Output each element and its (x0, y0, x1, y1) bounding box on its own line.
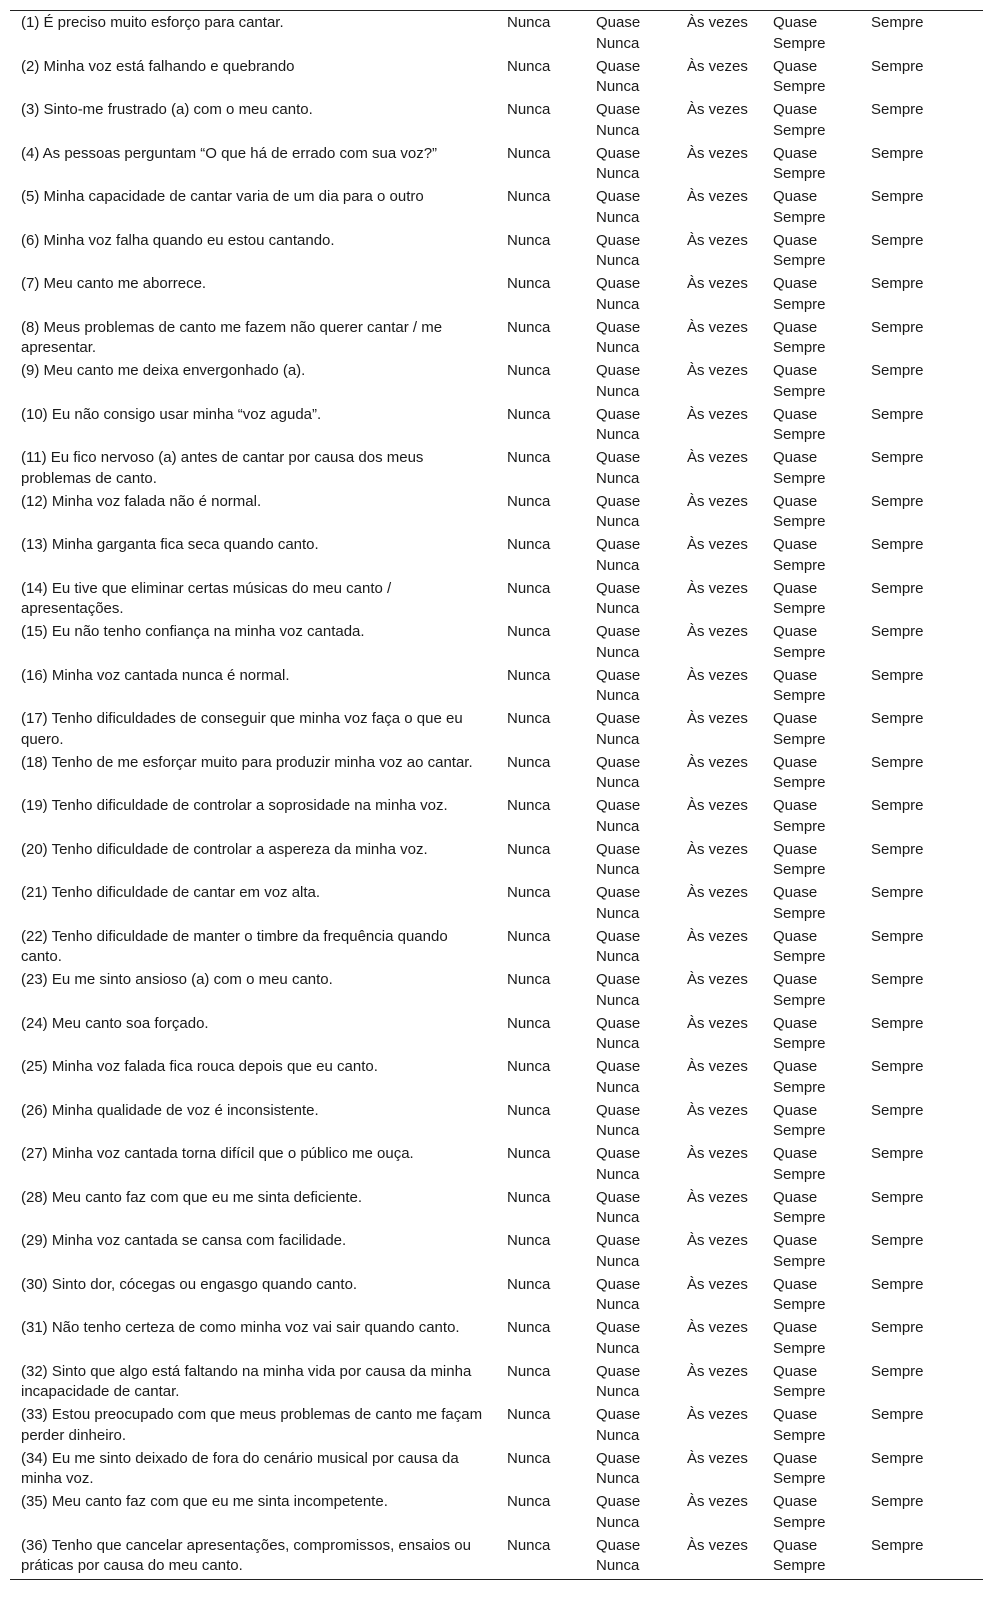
option-nunca: Nunca (507, 1014, 551, 1032)
option-sempre: Sempre (871, 710, 924, 727)
option-sempre: Sempre (871, 1058, 924, 1075)
option-as-vezes: Às vezes (687, 536, 748, 553)
option-quase-sempre: Quase Sempre (773, 884, 826, 922)
question-row (10, 1014, 983, 1058)
question-text: (4) As pessoas perguntam “O que há de errado com sua voz?” (21, 144, 438, 162)
option-quase-sempre: Quase Sempre (773, 362, 826, 400)
option-quase-nunca: Quase Nunca (596, 1449, 641, 1487)
question-row (10, 927, 983, 971)
option-nunca: Nunca (507, 1406, 551, 1423)
question-text: (33) Estou preocupado com que meus problemas de canto me façam perder dinheiro. (21, 1406, 483, 1444)
question-text: (2) Minha voz está falhando e quebrando (21, 57, 295, 75)
option-quase-nunca: Quase Nunca (596, 144, 641, 182)
option-quase-sempre: Quase Sempre (773, 14, 826, 52)
option-nunca: Nunca (507, 971, 551, 988)
question-text: (14) Eu tive que eliminar certas músicas do meu canto / apresentações. (21, 579, 392, 617)
option-nunca: Nunca (507, 753, 551, 771)
question-text: (9) Meu canto me deixa envergonhado (a). (21, 362, 306, 379)
option-quase-sempre: Quase Sempre (773, 579, 826, 617)
option-sempre: Sempre (871, 884, 924, 901)
question-row (10, 1057, 983, 1101)
question-text: (27) Minha voz cantada torna difícil que o público me ouça. (21, 1145, 414, 1162)
option-as-vezes: Às vezes (687, 840, 748, 858)
question-text: (32) Sinto que algo está faltando na minha vida por causa da minha incapacidade de cantar. (21, 1362, 472, 1400)
question-row (10, 666, 983, 710)
option-nunca: Nunca (507, 797, 551, 814)
option-as-vezes: Às vezes (687, 1232, 748, 1249)
option-sempre: Sempre (871, 1449, 924, 1467)
option-nunca: Nunca (507, 275, 551, 292)
option-nunca: Nunca (507, 884, 551, 901)
option-quase-nunca: Quase Nunca (596, 1014, 641, 1052)
option-quase-nunca: Quase Nunca (596, 797, 641, 835)
question-row (10, 1449, 983, 1493)
option-nunca: Nunca (507, 536, 551, 553)
option-as-vezes: Às vezes (687, 1493, 748, 1510)
option-quase-sempre: Quase Sempre (773, 275, 826, 313)
option-quase-sempre: Quase Sempre (773, 57, 826, 95)
option-as-vezes: Às vezes (687, 1145, 748, 1162)
option-sempre: Sempre (871, 927, 924, 945)
option-as-vezes: Às vezes (687, 492, 748, 510)
option-quase-sempre: Quase Sempre (773, 101, 826, 139)
option-quase-sempre: Quase Sempre (773, 1406, 826, 1444)
option-quase-sempre: Quase Sempre (773, 666, 826, 704)
question-text: (13) Minha garganta fica seca quando canto. (21, 536, 319, 553)
option-quase-nunca: Quase Nunca (596, 1188, 641, 1226)
question-row (10, 1318, 983, 1362)
option-as-vezes: Às vezes (687, 1275, 748, 1293)
option-sempre: Sempre (871, 840, 924, 858)
questionnaire-table (10, 11, 983, 1579)
option-quase-sempre: Quase Sempre (773, 840, 826, 878)
question-text: (23) Eu me sinto ansioso (a) com o meu canto. (21, 971, 333, 988)
option-quase-nunca: Quase Nunca (596, 623, 641, 661)
option-quase-nunca: Quase Nunca (596, 971, 641, 1009)
question-row (10, 1188, 983, 1232)
option-quase-nunca: Quase Nunca (596, 14, 641, 52)
option-quase-nunca: Quase Nunca (596, 57, 641, 95)
option-nunca: Nunca (507, 144, 551, 162)
question-text: (17) Tenho dificuldades de conseguir que minha voz faça o que eu quero. (21, 710, 463, 748)
option-quase-sempre: Quase Sempre (773, 231, 826, 269)
option-quase-nunca: Quase Nunca (596, 1275, 641, 1313)
option-quase-sempre: Quase Sempre (773, 1014, 826, 1052)
option-nunca: Nunca (507, 579, 551, 597)
question-row (10, 840, 983, 884)
question-text: (28) Meu canto faz com que eu me sinta deficiente. (21, 1188, 363, 1206)
question-row (10, 318, 983, 362)
option-nunca: Nunca (507, 1058, 551, 1075)
question-text: (21) Tenho dificuldade de cantar em voz alta. (21, 884, 321, 901)
question-text: (12) Minha voz falada não é normal. (21, 492, 262, 510)
option-quase-sempre: Quase Sempre (773, 1449, 826, 1487)
option-nunca: Nunca (507, 405, 551, 423)
option-quase-sempre: Quase Sempre (773, 536, 826, 574)
option-nunca: Nunca (507, 710, 551, 727)
option-nunca: Nunca (507, 188, 551, 205)
question-text: (3) Sinto-me frustrado (a) com o meu canto. (21, 101, 313, 118)
question-text: (1) É preciso muito esforço para cantar. (21, 14, 284, 31)
question-text: (11) Eu fico nervoso (a) antes de cantar por causa dos meus problemas de canto. (21, 449, 424, 487)
option-quase-nunca: Quase Nunca (596, 1362, 641, 1400)
option-sempre: Sempre (871, 1101, 924, 1119)
question-text: (5) Minha capacidade de cantar varia de um dia para o outro (21, 188, 424, 205)
question-row (10, 579, 983, 623)
option-sempre: Sempre (871, 666, 924, 684)
option-sempre: Sempre (871, 1014, 924, 1032)
option-sempre: Sempre (871, 492, 924, 510)
option-nunca: Nunca (507, 1362, 551, 1380)
option-quase-sempre: Quase Sempre (773, 710, 826, 748)
question-text: (24) Meu canto soa forçado. (21, 1014, 209, 1032)
questionnaire-table-wrapper (10, 10, 983, 1580)
question-text: (26) Minha qualidade de voz é inconsistente. (21, 1101, 319, 1119)
option-quase-nunca: Quase Nunca (596, 101, 641, 139)
option-as-vezes: Às vezes (687, 188, 748, 205)
option-sempre: Sempre (871, 753, 924, 771)
option-quase-sempre: Quase Sempre (773, 927, 826, 965)
option-quase-nunca: Quase Nunca (596, 492, 641, 530)
option-sempre: Sempre (871, 101, 924, 118)
option-quase-nunca: Quase Nunca (596, 1058, 641, 1096)
question-row (10, 1275, 983, 1319)
option-sempre: Sempre (871, 579, 924, 597)
option-sempre: Sempre (871, 1145, 924, 1162)
option-quase-nunca: Quase Nunca (596, 927, 641, 965)
question-text: (22) Tenho dificuldade de manter o timbre da frequência quando canto. (21, 927, 448, 965)
question-text: (19) Tenho dificuldade de controlar a soprosidade na minha voz. (21, 797, 448, 814)
question-row (10, 361, 983, 405)
option-nunca: Nunca (507, 1449, 551, 1467)
question-row (10, 492, 983, 536)
option-quase-sempre: Quase Sempre (773, 1275, 826, 1313)
option-sempre: Sempre (871, 318, 924, 336)
option-sempre: Sempre (871, 1536, 924, 1554)
option-nunca: Nunca (507, 362, 551, 379)
question-row (10, 231, 983, 275)
question-text: (8) Meus problemas de canto me fazem não querer cantar / me apresentar. (21, 318, 443, 356)
option-quase-nunca: Quase Nunca (596, 1145, 641, 1183)
question-row (10, 1492, 983, 1536)
question-text: (29) Minha voz cantada se cansa com facilidade. (21, 1232, 347, 1249)
option-quase-sempre: Quase Sempre (773, 1536, 826, 1574)
option-nunca: Nunca (507, 449, 551, 466)
option-nunca: Nunca (507, 1101, 551, 1119)
option-as-vezes: Às vezes (687, 710, 748, 727)
option-sempre: Sempre (871, 536, 924, 553)
option-nunca: Nunca (507, 1536, 551, 1554)
option-as-vezes: Às vezes (687, 1014, 748, 1032)
question-row (10, 1231, 983, 1275)
question-row (10, 1405, 983, 1449)
option-nunca: Nunca (507, 666, 551, 684)
question-row (10, 405, 983, 449)
option-nunca: Nunca (507, 101, 551, 118)
question-row (10, 796, 983, 840)
option-quase-sempre: Quase Sempre (773, 971, 826, 1009)
option-sempre: Sempre (871, 449, 924, 466)
option-quase-nunca: Quase Nunca (596, 362, 641, 400)
question-text: (18) Tenho de me esforçar muito para produzir minha voz ao cantar. (21, 753, 473, 771)
option-as-vezes: Às vezes (687, 101, 748, 118)
option-quase-nunca: Quase Nunca (596, 753, 641, 791)
question-row (10, 535, 983, 579)
question-row (10, 1362, 983, 1406)
option-quase-sempre: Quase Sempre (773, 144, 826, 182)
option-quase-sempre: Quase Sempre (773, 797, 826, 835)
option-sempre: Sempre (871, 971, 924, 988)
question-text: (6) Minha voz falha quando eu estou cantando. (21, 231, 335, 249)
question-text: (31) Não tenho certeza de como minha voz vai sair quando canto. (21, 1319, 460, 1336)
option-quase-sempre: Quase Sempre (773, 753, 826, 791)
option-sempre: Sempre (871, 1493, 924, 1510)
option-sempre: Sempre (871, 1275, 924, 1293)
option-sempre: Sempre (871, 144, 924, 162)
option-quase-nunca: Quase Nunca (596, 275, 641, 313)
question-text: (15) Eu não tenho confiança na minha voz cantada. (21, 623, 365, 640)
option-as-vezes: Às vezes (687, 884, 748, 901)
option-as-vezes: Às vezes (687, 1188, 748, 1206)
option-as-vezes: Às vezes (687, 753, 748, 771)
option-as-vezes: Às vezes (687, 797, 748, 814)
option-quase-nunca: Quase Nunca (596, 1319, 641, 1357)
option-as-vezes: Às vezes (687, 1536, 748, 1554)
option-sempre: Sempre (871, 362, 924, 379)
option-as-vezes: Às vezes (687, 1362, 748, 1380)
option-quase-nunca: Quase Nunca (596, 666, 641, 704)
question-row (10, 1144, 983, 1188)
option-quase-nunca: Quase Nunca (596, 1536, 641, 1574)
option-sempre: Sempre (871, 1406, 924, 1423)
option-sempre: Sempre (871, 1319, 924, 1336)
option-nunca: Nunca (507, 14, 551, 31)
option-nunca: Nunca (507, 57, 551, 75)
question-row (10, 622, 983, 666)
option-quase-nunca: Quase Nunca (596, 231, 641, 269)
option-as-vezes: Às vezes (687, 57, 748, 75)
option-quase-sempre: Quase Sempre (773, 1188, 826, 1226)
option-sempre: Sempre (871, 231, 924, 249)
option-nunca: Nunca (507, 1493, 551, 1510)
option-quase-sempre: Quase Sempre (773, 1058, 826, 1096)
question-text: (20) Tenho dificuldade de controlar a aspereza da minha voz. (21, 840, 428, 858)
option-quase-sempre: Quase Sempre (773, 623, 826, 661)
option-as-vezes: Às vezes (687, 927, 748, 945)
option-sempre: Sempre (871, 405, 924, 423)
option-nunca: Nunca (507, 318, 551, 336)
option-nunca: Nunca (507, 623, 551, 640)
option-quase-nunca: Quase Nunca (596, 318, 641, 356)
questionnaire-rows (10, 11, 983, 1579)
option-quase-nunca: Quase Nunca (596, 884, 641, 922)
option-as-vezes: Às vezes (687, 449, 748, 466)
option-sempre: Sempre (871, 14, 924, 31)
option-quase-nunca: Quase Nunca (596, 188, 641, 226)
option-sempre: Sempre (871, 1188, 924, 1206)
question-text: (35) Meu canto faz com que eu me sinta incompetente. (21, 1493, 388, 1510)
question-text: (34) Eu me sinto deixado de fora do cenário musical por causa da minha voz. (21, 1449, 459, 1487)
option-sempre: Sempre (871, 797, 924, 814)
question-row (10, 57, 983, 101)
option-quase-nunca: Quase Nunca (596, 449, 641, 487)
option-sempre: Sempre (871, 623, 924, 640)
option-nunca: Nunca (507, 1145, 551, 1162)
option-quase-nunca: Quase Nunca (596, 840, 641, 878)
question-row (10, 144, 983, 188)
option-quase-nunca: Quase Nunca (596, 405, 641, 443)
option-as-vezes: Às vezes (687, 144, 748, 162)
option-as-vezes: Às vezes (687, 1449, 748, 1467)
question-row (10, 970, 983, 1014)
option-sempre: Sempre (871, 1362, 924, 1380)
option-quase-sempre: Quase Sempre (773, 1319, 826, 1357)
option-as-vezes: Às vezes (687, 1319, 748, 1336)
option-as-vezes: Às vezes (687, 362, 748, 379)
option-quase-sempre: Quase Sempre (773, 1232, 826, 1270)
option-as-vezes: Às vezes (687, 666, 748, 684)
option-nunca: Nunca (507, 231, 551, 249)
option-quase-sempre: Quase Sempre (773, 1493, 826, 1531)
option-as-vezes: Às vezes (687, 1058, 748, 1075)
option-as-vezes: Às vezes (687, 405, 748, 423)
question-text: (16) Minha voz cantada nunca é normal. (21, 666, 290, 684)
question-text: (7) Meu canto me aborrece. (21, 275, 207, 292)
option-quase-nunca: Quase Nunca (596, 1232, 641, 1270)
option-nunca: Nunca (507, 1232, 551, 1249)
option-nunca: Nunca (507, 1319, 551, 1336)
question-row (10, 11, 983, 57)
option-as-vezes: Às vezes (687, 971, 748, 988)
option-nunca: Nunca (507, 840, 551, 858)
question-text: (25) Minha voz falada fica rouca depois que eu canto. (21, 1058, 378, 1075)
option-as-vezes: Às vezes (687, 1101, 748, 1119)
option-quase-nunca: Quase Nunca (596, 1406, 641, 1444)
option-nunca: Nunca (507, 492, 551, 510)
option-quase-sempre: Quase Sempre (773, 449, 826, 487)
question-text: (10) Eu não consigo usar minha “voz aguda”. (21, 405, 322, 423)
option-as-vezes: Às vezes (687, 318, 748, 336)
question-row (10, 448, 983, 492)
option-quase-sempre: Quase Sempre (773, 405, 826, 443)
option-as-vezes: Às vezes (687, 275, 748, 292)
option-sempre: Sempre (871, 275, 924, 292)
question-text: (30) Sinto dor, cócegas ou engasgo quando canto. (21, 1275, 358, 1293)
option-quase-sempre: Quase Sempre (773, 492, 826, 530)
option-sempre: Sempre (871, 188, 924, 205)
question-row (10, 883, 983, 927)
question-row (10, 1536, 983, 1580)
option-quase-sempre: Quase Sempre (773, 1101, 826, 1139)
question-row (10, 753, 983, 797)
question-row (10, 100, 983, 144)
option-quase-nunca: Quase Nunca (596, 579, 641, 617)
option-as-vezes: Às vezes (687, 579, 748, 597)
option-quase-nunca: Quase Nunca (596, 710, 641, 748)
question-text: (36) Tenho que cancelar apresentações, compromissos, ensaios ou práticas por causa do meu canto. (21, 1536, 471, 1574)
option-nunca: Nunca (507, 1275, 551, 1293)
option-nunca: Nunca (507, 927, 551, 945)
option-as-vezes: Às vezes (687, 231, 748, 249)
option-quase-sempre: Quase Sempre (773, 188, 826, 226)
question-row (10, 709, 983, 753)
option-as-vezes: Às vezes (687, 1406, 748, 1423)
option-quase-nunca: Quase Nunca (596, 1101, 641, 1139)
option-as-vezes: Às vezes (687, 623, 748, 640)
option-quase-sempre: Quase Sempre (773, 1362, 826, 1400)
option-quase-nunca: Quase Nunca (596, 1493, 641, 1531)
option-quase-nunca: Quase Nunca (596, 536, 641, 574)
option-quase-sempre: Quase Sempre (773, 1145, 826, 1183)
option-as-vezes: Às vezes (687, 14, 748, 31)
option-sempre: Sempre (871, 1232, 924, 1249)
option-nunca: Nunca (507, 1188, 551, 1206)
question-row (10, 187, 983, 231)
question-row (10, 274, 983, 318)
option-sempre: Sempre (871, 57, 924, 75)
question-row (10, 1101, 983, 1145)
option-quase-sempre: Quase Sempre (773, 318, 826, 356)
